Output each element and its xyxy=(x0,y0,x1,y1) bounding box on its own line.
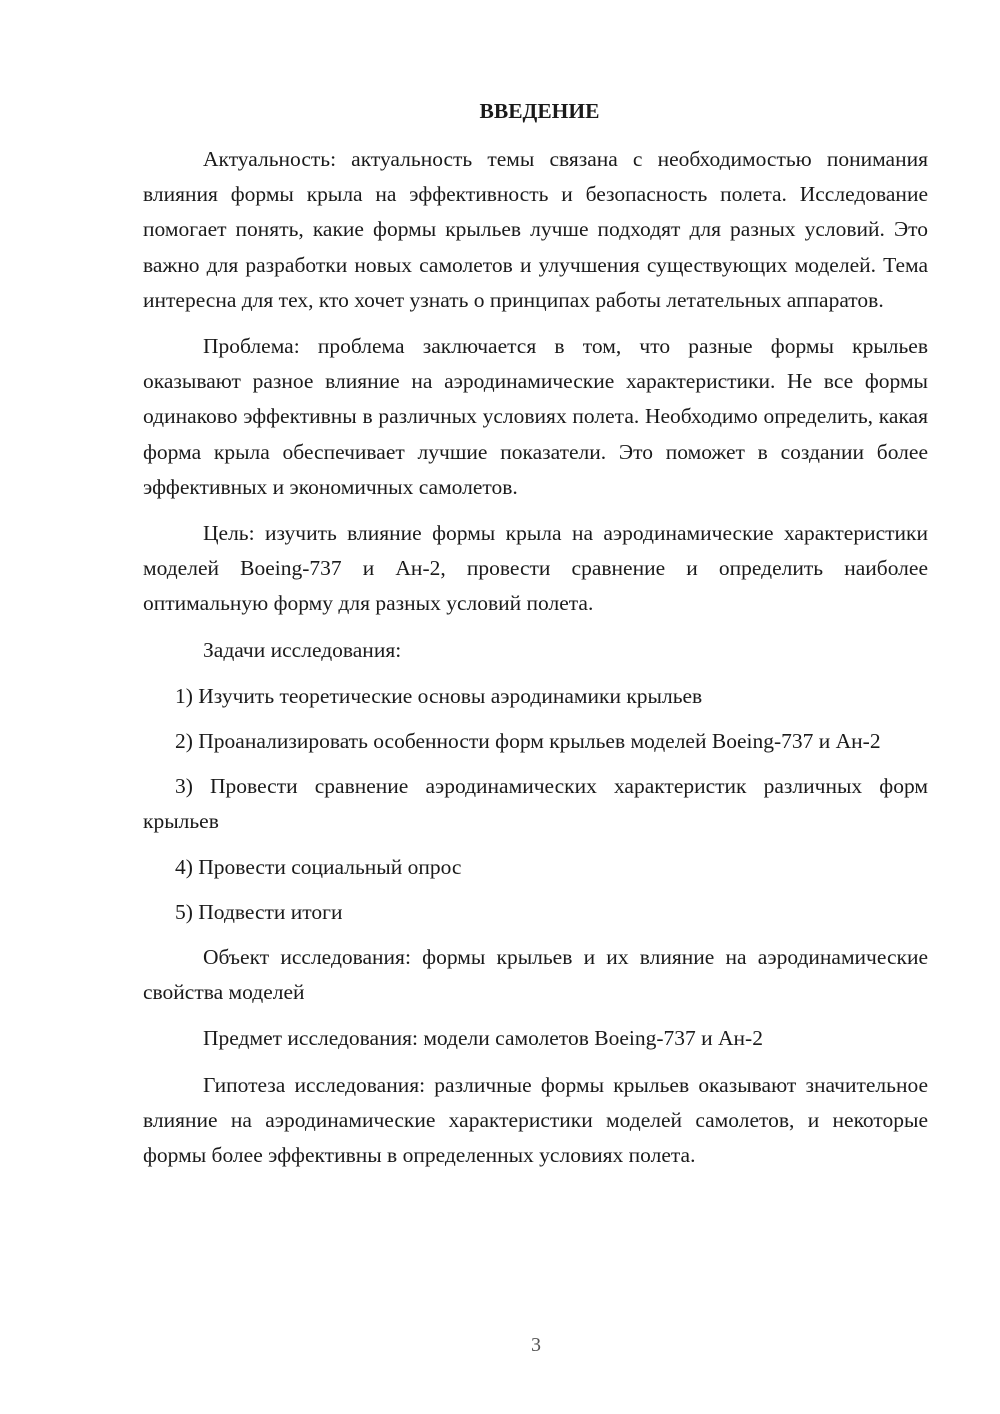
section-title: ВВЕДЕНИЕ xyxy=(479,99,600,123)
relevance-paragraph: Актуальность: актуальность темы связана с необходимостью понимания влияния формы крыла на эффективность и безопасность полета. Исследование помогает понять, какие формы крыльев лучше подходят для разных условий. Это важно для разработки новых самолетов и улучшения существующих моделей. Тема интересна для тех, кто хочет узнать о принципах работы летательных аппаратов. xyxy=(143,147,928,312)
page-number: 3 xyxy=(531,1334,541,1356)
goal-paragraph: Цель: изучить влияние формы крыла на аэродинамические характеристики моделей Boeing-737 и Ан-2, провести сравнение и определить наиболее оптимальную форму для разных условий полета. xyxy=(143,521,928,616)
tasks-heading: Задачи исследования: xyxy=(203,637,402,662)
object-paragraph: Объект исследования: формы крыльев и их влияние на аэродинамические свойства моделей xyxy=(143,945,928,1005)
document-page xyxy=(143,94,928,1184)
task-item: 3) Провести сравнение аэродинамических характеристик различных форм крыльев xyxy=(143,774,928,834)
task-item: 1) Изучить теоретические основы аэродинамики крыльев xyxy=(175,683,703,708)
subject-paragraph: Предмет исследования: модели самолетов Boeing-737 и Ан-2 xyxy=(203,1026,763,1051)
problem-paragraph: Проблема: проблема заключается в том, что разные формы крыльев оказывают разное влияние на аэродинамические характеристики. Не все формы одинаково эффективны в различных условиях полета. Необходимо определить, какая форма крыла обеспечивает лучшие показатели. Это поможет в создании более эффективных и экономичных самолетов. xyxy=(143,334,928,499)
task-item: 5) Подвести итоги xyxy=(175,899,343,924)
task-item: 4) Провести социальный опрос xyxy=(175,854,462,879)
hypothesis-paragraph: Гипотеза исследования: различные формы крыльев оказывают значительное влияние на аэродинамические характеристики моделей самолетов, и некоторые формы более эффективны в определенных условиях полета. xyxy=(143,1072,928,1168)
task-item: 2) Проанализировать особенности форм крыльев моделей Boeing-737 и Ан-2 xyxy=(175,729,881,754)
